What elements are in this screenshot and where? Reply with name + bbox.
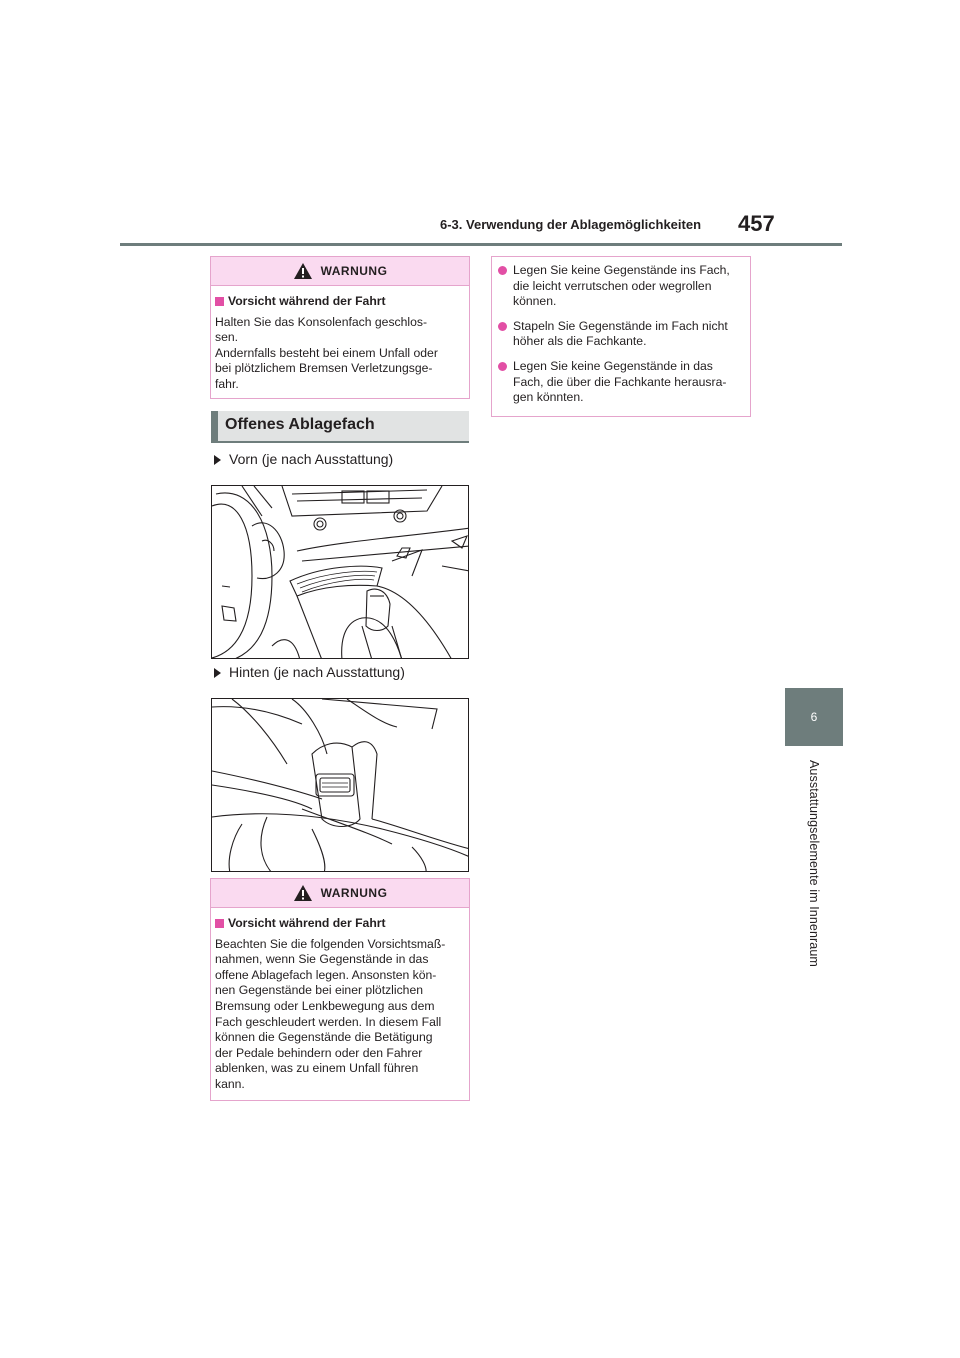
warning-text-line: kann. xyxy=(215,1076,245,1091)
warning-subtitle: Vorsicht während der Fahrt xyxy=(215,294,465,310)
warning-text-line: fahr. xyxy=(215,376,239,391)
warning-text-line: ablenken, was zu einem Unfall führen xyxy=(215,1061,419,1076)
round-bullet-icon xyxy=(498,266,507,275)
warning-text-line: können die Gegenstände die Betätigung xyxy=(215,1030,433,1045)
warning-text-line: bei plötzlichem Bremsen Verletzungsge- xyxy=(215,361,433,376)
arrow-bullet-icon xyxy=(214,668,221,678)
warning-text-line: Fach geschleudert werden. In diesem Fall xyxy=(215,1014,442,1029)
round-bullet-icon xyxy=(498,362,507,371)
warning-text-line: nahmen, wenn Sie Gegenstände in das xyxy=(215,952,429,967)
arrow-bullet-icon xyxy=(214,455,221,465)
illustration-front-tray xyxy=(211,485,469,659)
warning-text-line: Bremsung oder Lenkbewegung aus dem xyxy=(215,998,435,1013)
chapter-title: Ausstattungselemente im Innenraum xyxy=(807,760,821,967)
heading-accent xyxy=(211,411,218,441)
warning-text-line: offene Ablagefach legen. Ansonsten kön- xyxy=(215,967,437,982)
header-rule xyxy=(120,243,842,246)
warning-title: WARNUNG xyxy=(320,886,388,900)
warning-title: WARNUNG xyxy=(320,264,388,278)
round-bullet-icon xyxy=(498,322,507,331)
square-bullet-icon xyxy=(215,919,224,928)
bullet-item: Legen Sie keine Gegenstände ins Fach, die leicht verrutschen oder wegrollen können. xyxy=(498,263,744,310)
page-number: 457 xyxy=(738,211,775,236)
section-heading xyxy=(211,411,469,443)
bullet-item: Stapeln Sie Gegenstände im Fach nicht höher als die Fachkante. xyxy=(498,319,744,350)
warning-header xyxy=(211,257,469,286)
warning-box-open-tray xyxy=(210,878,470,1101)
warning-text-line: Halten Sie das Konsolenfach geschlos- xyxy=(215,314,428,329)
warning-text-line: Andernfalls besteht bei einem Unfall oder xyxy=(215,345,438,360)
caption-front: Vorn (je nach Ausstattung) xyxy=(214,451,393,467)
warning-text-line: der Pedale behindern oder den Fahrer xyxy=(215,1045,423,1060)
section-title: 6-3. Verwendung der Ablagemöglichkeiten xyxy=(440,217,702,232)
caption-rear: Hinten (je nach Ausstattung) xyxy=(214,664,405,680)
warning-header xyxy=(211,879,469,908)
bullet-item: Legen Sie keine Gegenstände in das Fach, die über die Fachkante herausra- gen könnten. xyxy=(498,359,744,406)
chapter-number: 6 xyxy=(810,710,818,724)
section-heading-text: Offenes Ablagefach xyxy=(225,416,375,433)
warning-text-line: nen Gegenstände bei einer plötzlichen xyxy=(215,983,424,998)
warning-triangle-icon xyxy=(293,884,313,902)
warning-box-console xyxy=(210,256,470,399)
illustration-rear-tray xyxy=(211,698,469,872)
chapter-tab xyxy=(785,688,843,746)
warning-subtitle: Vorsicht während der Fahrt xyxy=(215,916,465,932)
warning-box-continued xyxy=(491,256,751,417)
warning-triangle-icon xyxy=(293,262,313,280)
square-bullet-icon xyxy=(215,297,224,306)
warning-text-line: sen. xyxy=(215,330,239,345)
warning-text-line: Beachten Sie die folgenden Vorsichtsmaß- xyxy=(215,936,446,951)
